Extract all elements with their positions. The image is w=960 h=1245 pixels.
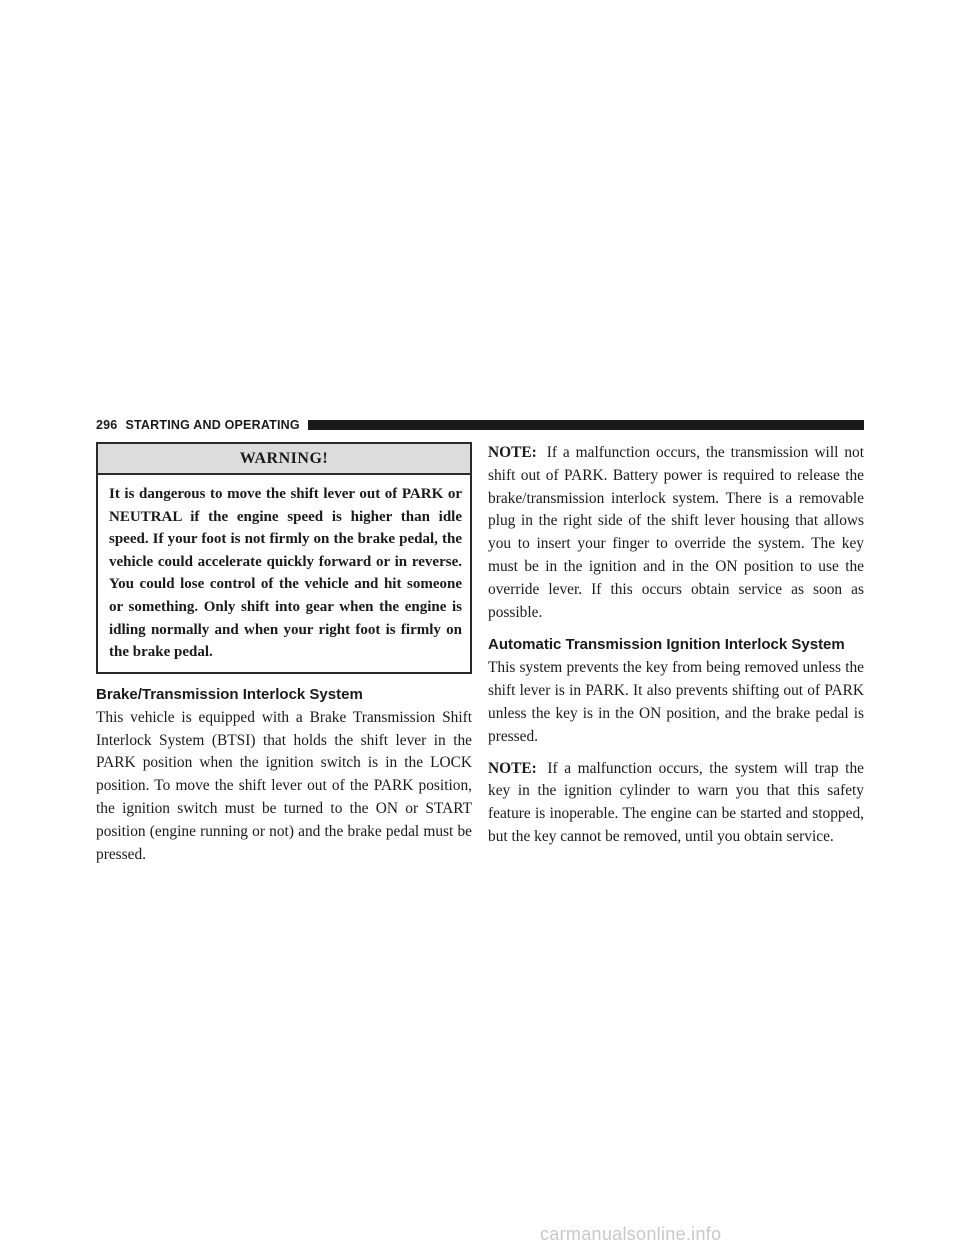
warning-title: WARNING! bbox=[98, 444, 470, 475]
note-malfunction-park bbox=[488, 442, 864, 624]
page-number: 296 bbox=[96, 418, 118, 432]
section-title: STARTING AND OPERATING bbox=[125, 418, 300, 432]
page-header bbox=[96, 418, 864, 432]
note-label: NOTE: bbox=[488, 444, 537, 461]
watermark-footer: carmanualsonline.info bbox=[540, 1224, 722, 1244]
brake-interlock-heading: Brake/Transmission Interlock System bbox=[96, 685, 363, 703]
ignition-interlock-heading: Automatic Transmission Ignition Interlock System bbox=[488, 636, 845, 654]
brake-interlock-body: This vehicle is equipped with a Brake Transmission Shift Interlock System (BTSI) that holds the shift lever in the PARK position when the ignition switch is in the LOCK position. To move the shift lever out of the PARK position, the ignition switch must be turned to the ON or START position (engine running or not) and the brake pedal must be pressed. bbox=[96, 708, 472, 863]
header-rule bbox=[308, 420, 864, 430]
left-column bbox=[96, 442, 472, 866]
warning-box bbox=[96, 442, 472, 674]
note-text: If a malfunction occurs, the system will trap the key in the ignition cylinder to warn you that this safety feature is inoperable. The engine can be started and stopped, but the key cannot be removed, until you obtain service. bbox=[488, 759, 864, 845]
right-column bbox=[488, 442, 864, 849]
note-text: If a malfunction occurs, the transmission will not shift out of PARK. Battery power is required to release the brake/transmission interlock system. There is a removable plug in the right side of the shift lever housing that allows you to insert your finger to override the system. The key must be in the ignition and in the ON position to use the override lever. If this occurs obtain service as soon as possible. bbox=[488, 444, 864, 621]
note-label: NOTE: bbox=[488, 759, 537, 777]
ignition-interlock-body: This system prevents the key from being removed unless the shift lever is in PARK. It also prevents shifting out of PARK unless the key is in the ON position, and the brake pedal is pressed. bbox=[488, 659, 864, 745]
warning-text: It is dangerous to move the shift lever out of PARK or NEUTRAL if the engine speed is higher than idle speed. If your foot is not firmly on the brake pedal, the vehicle could accelerate quickly forward or in reverse. You could lose control of the vehicle and hit someone or something. Only shift into gear when the engine is idling normally and when your right foot is firmly on the brake pedal. bbox=[109, 486, 462, 661]
note-malfunction-key bbox=[488, 758, 864, 849]
